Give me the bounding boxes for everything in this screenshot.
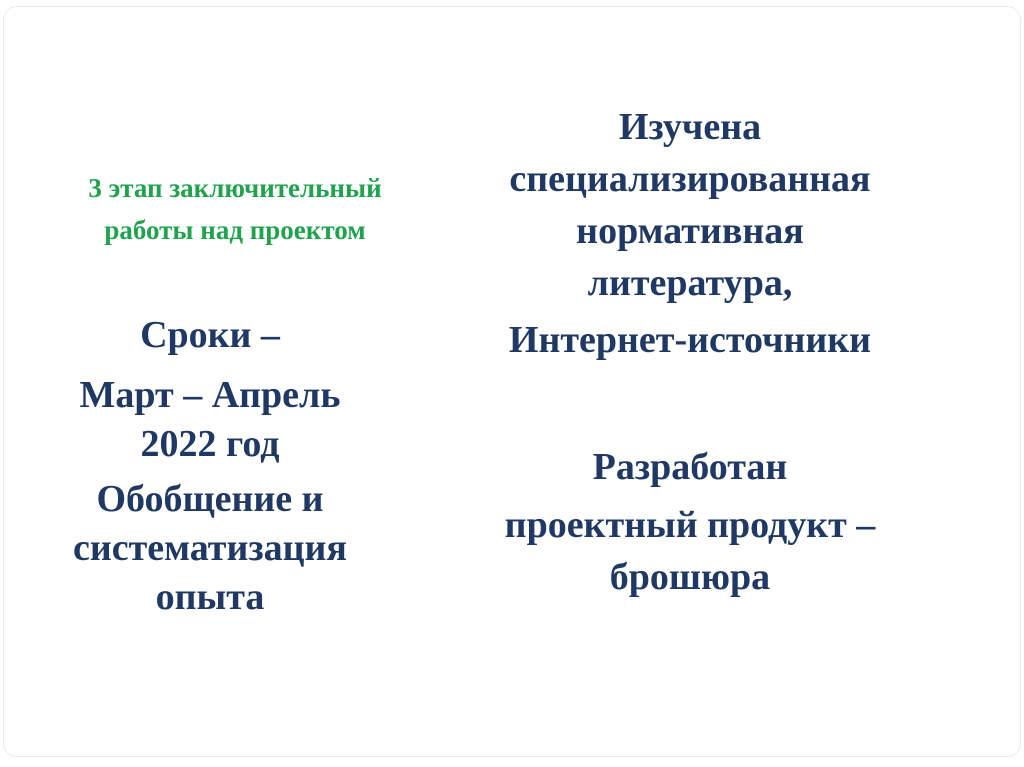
text-line: 3 этап заключительный (88, 173, 382, 203)
project-product-brochure (440, 499, 940, 603)
stage-title (35, 167, 435, 251)
text-line: специализированная (509, 158, 871, 200)
internet-sources (440, 314, 940, 366)
text-line: Разработан (592, 446, 788, 488)
text-line: опыта (155, 576, 265, 618)
terms-label (10, 311, 410, 360)
summary-systematization (10, 475, 410, 622)
terms-period (10, 371, 410, 469)
text-line: 2022 год (140, 423, 280, 465)
text-line: Март – Апрель (79, 374, 341, 416)
text-line: систематизация (73, 527, 347, 569)
text-line: проектный продукт – (504, 504, 876, 546)
text-line: Обобщение и (96, 478, 324, 520)
text-line: Изучена (618, 106, 762, 148)
text-line: брошюра (609, 556, 771, 598)
text-line: работы над проектом (104, 215, 366, 245)
developed-label (440, 441, 940, 493)
text-line: нормативная (576, 210, 804, 252)
text-line: Сроки – (140, 314, 280, 356)
text-line: Интернет-источники (508, 319, 872, 361)
text-line: литература, (587, 262, 793, 304)
studied-literature (440, 101, 940, 309)
